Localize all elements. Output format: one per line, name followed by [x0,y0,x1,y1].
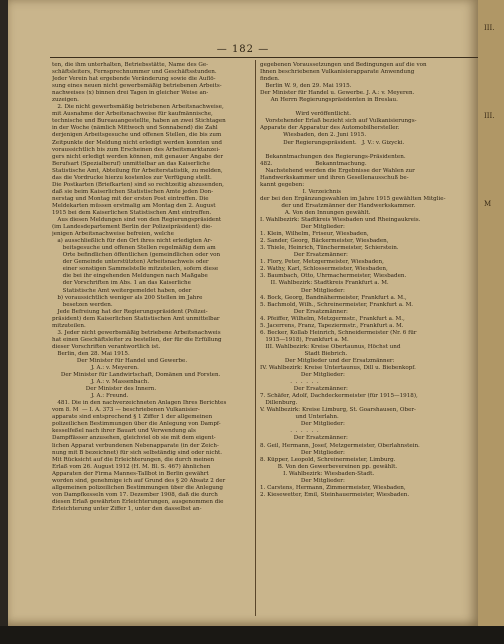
text-line: Berlin, den 28. Mai 1915. [52,350,130,357]
page-sheet [8,0,478,626]
text-line: Ihnen beschriebenen Vulkanisierapparate Anwendung [260,69,415,76]
page-number: — 182 — [216,44,270,55]
text-line: 481. Die in den nachverzeichneten Anlagen Ihres Berichtes [52,400,227,407]
header-rule [50,57,480,58]
text-line: Mit Rücksicht auf die Erleichterungen, die durch meinen [52,456,215,463]
text-line: 8. Geil, Hermann, Josef, Metzgermeister, Oberlahnstein. [260,442,420,449]
text-line: Meldekarten müssen erstmalig am Montag den 2. August [52,202,216,209]
text-line: die bei ihr eingehenden Meldungen nach Maßgabe [52,273,208,280]
text-line: Der Minister für Handel u. Gewerbe. J. A.: v. Meyeren. [260,90,415,97]
text-line: beitsgesuche und offenen Stellen regelmäßig dem am [52,245,216,252]
text-line: . . . . . . [260,428,319,435]
text-line: 1915—1918), Frankfurt a. M. [260,336,349,343]
text-line: kesselfeßel nach ihrer Bauart und Verwendung als [52,428,196,435]
text-line: J. A.: v. Massenbach. [52,379,150,386]
text-line: III. Wahlbezirk: Kreise Obertaunus, Höchst und [260,343,401,350]
text-line: Der Mitglieder: [260,224,345,231]
text-line: a) ausschließlich für den Ort ihres nicht erledigten Ar- [52,238,213,245]
text-line: Jede Befreiung hat der Regierungspräsident (Polizei- [52,308,208,315]
text-line: ten, die ihm unterhalten, Betriebsstätte, Name des Ge- [52,62,209,68]
text-line: Dampffässer anzusehen, gleichviel ob sie mit dem eigent- [52,435,216,442]
text-line: der Vorschriften im Abs. 1 an das Kaiserliche [52,280,191,287]
text-line: Dillenburg. [260,400,298,407]
text-line: 7. Schäfer, Adolf, Dachdeckermeister (für 1915—1918), [260,393,418,400]
text-line: das die Vordrucke hierzu kostenlos zur Verfügung stellt. [52,174,212,181]
text-line: voraussichtlich bis zum Erscheinen des Arbeitsmarktanzei- [52,146,221,153]
text-line: derjenigen Arbeitsgesuche und offenen Stellen, die bis zum [52,132,222,139]
text-line: Der Minister für Handel und Gewerbe. [52,357,188,364]
text-line: 1. Carstens, Hermann, Zimmermeister, Wiesbaden, [260,484,406,491]
text-line: nerstag und Montag mit der ersten Post eintreffen. Die [52,195,209,202]
text-line: jenigen Arbeitsnachweise befreien, welche [52,231,174,238]
text-line [260,147,474,154]
text-line: I. Verzeichnis [260,188,341,195]
text-line: nung mit B bezeichnet) für sich selbständig sind oder nicht. [52,449,223,456]
text-line: in der Woche (nämlich Mittwoch und Sonnabend) die Zahl [52,125,218,132]
text-line: Apparaten der Firma Mannes-Tallbot in Berlin gewährt [52,470,209,477]
text-line: 2. Wathy, Karl, Schlossermeister, Wiesbaden, [260,266,388,273]
text-line: Bekanntmachungen des Regierungs-Präsidenten. [260,153,406,160]
text-line: daß sie beim Kaiserlichen Statistischen Amte jeden Don- [52,188,214,195]
margin-mark: M [484,200,492,208]
text-line: hat einen Geschäftsleiter zu bestellen, der für die Erfüllung [52,336,222,343]
text-line: Nachstehend werden die Ergebnisse der Wahlen zur [260,167,415,174]
text-line: J. A.: v. Meyeren. [52,365,139,372]
text-line: I. Wahlbezirk: Wiesbaden-Stadt. [260,470,375,477]
text-line: Berufsart (Spezialberuf) unmittelbar an das Kaiserliche [52,160,210,167]
text-line: der Gemeinde unterstützten) Arbeitsnachweis oder [52,259,209,266]
text-line: Wiesbaden, den 2. Juni 1915. [260,132,367,139]
text-line: (im Landesdepartement Berlin der Polizeipräsident) die- [52,224,213,231]
text-line: worden sind, genehmige ich auf Grund des § 20 Absatz 2 der [52,477,226,484]
text-line: 5. Jacerrens, Franz, Tapeziermstr., Frankfurt a. M. [260,322,404,329]
text-line: 6. Becker, Kollab Heinrich, Schneidermeister (Nr. 6 für [260,329,417,336]
text-line: gegebenen Voraussetzungen und Bedingungen auf die von [260,62,427,68]
text-line: einer sonstigen Sammelstelle mitzuteilen, sofern diese [52,266,219,273]
text-line: Zeitpunkte der Meldung nicht erledigt werden konnten und [52,139,223,146]
text-line: finden. [260,76,280,83]
text-line: Berlin W. 9, den 29. Mai 1915. [260,83,352,90]
text-line: 8. Küpper, Leopold, Schreinermeister, Limburg. [260,456,396,463]
text-line: Handwerkskammer und ihren Gesellenausschuß be- [260,174,409,181]
text-line: mitzuteilen. [52,322,86,329]
text-line: sung eines neuen nicht gewerbsmäßig betriebenen Arbeits- [52,83,222,90]
text-line: Erleichterung unter Ziffer 1, unter den dasselbst an- [52,505,202,512]
text-line: mit Ausnahme der Arbeitsnachweise für kaufmännische, [52,111,213,118]
text-line: 5. Bachmold, Wilh., Schreinermeister, Frankfurt a. M. [260,301,414,308]
text-line: II. Wahlbezirk: Stadtkreis Frankfurt a. M. [260,280,389,287]
text-line: 2. Kiesewetter, Emil, Steinhauermeister, Wiesbaden. [260,491,410,498]
text-line: 482. Bekanntmachung. [260,160,367,167]
text-line: 3. Thiele, Heinrich, Tünchermeister, Schierstein. [260,245,399,252]
text-line: Wird veröffentlicht. [260,111,352,118]
right-column [260,62,474,499]
text-line: technische und Bureauangestellte, haben an zwei Stichtagen [52,118,226,125]
text-line: 2. Sander, Georg, Bäckermeister, Wiesbaden, [260,238,389,245]
margin-mark: III. [484,112,495,120]
text-line: Statistische Amt, Abteilung für Arbeiterstatistik, zu melden, [52,167,223,174]
text-line: 3. Baumbach, Otto, Uhrmachermeister, Wiesbaden. [260,273,407,280]
text-line: diesen Erlaß gewährten Erleichterungen, ausgenommen die [52,498,224,505]
text-line: V. Wahlbezirk: Kreise Limburg, St. Goarshausen, Ober- [260,407,416,414]
text-line: Jeder Verein hat ergebende Veränderung sowie die Auflö- [52,76,216,83]
text-line: Der Ersatzmänner: [260,252,348,259]
text-line: nachweises (x) binnen drei Tagen in gleicher Weise an- [52,90,209,97]
text-line: Erlaß vom 26. August 1912 (H. M. Bl. S. 467) ähnlichen [52,463,211,470]
text-line: gers nicht erledigt werden können, mit genauer Angabe der [52,153,224,160]
text-line: Die Postkarten (Briefkarten) sind so rechtzeitig abzusenden, [52,181,224,188]
text-line: und Unterlahn. [260,414,339,421]
text-line: Der Mitglieder und der Ersatzmänner: [260,357,395,364]
text-line: Der Mitglieder: [260,449,345,456]
left-column [52,62,252,513]
text-line: polizeilichen Bestimmungen über die Anlegung von Dampf- [52,421,221,428]
text-line: Der Minister für Landwirtschaft, Domänen und Forsten. [52,372,221,379]
text-line: vom 8. M — I. A. 373 — beschriebenen Vulkanisier- [52,407,200,414]
column-divider [255,60,256,616]
margin-mark: III. [484,24,495,32]
text-line: 3. Jeder nicht gewerbsmäßig betriebene Arbeitsnachweis [52,329,221,336]
text-line: allgemeinen polizeilichen Bestimmungen über die Anlegung [52,484,224,491]
text-line: Der Mitglieder: [260,477,345,484]
text-line: Der Mitglieder: [260,287,345,294]
text-line: Der Mitglieder: [260,421,345,428]
text-line: Der Ersatzmänner: [260,435,348,442]
text-line: An Herrn Regierungspräsidenten in Breslau. [260,97,398,104]
scan-border [0,626,504,644]
facing-page-edge [478,0,504,644]
text-line: 4. Bock, Georg, Bandnähermeister, Frankfurt a. M., [260,294,407,301]
text-line: Vorstehender Erlaß bezieht sich auf Vulkanisierungs- [260,118,417,125]
text-line: von Dampfkesseln vom 17. Dezember 1908, daß die durch [52,491,218,498]
text-line: J. A.: Freund. [52,393,129,400]
text-line: 1915 bei dem Kaiserlichen Statistischen Amt eintreffen. [52,209,212,216]
text-line: A. Von den Innungen gewählt. [260,209,371,216]
text-line: 1. Flory, Peter, Metzgermeister, Wiesbaden, [260,259,384,266]
text-line [260,104,474,111]
text-line: Stadt Biebrich. [260,350,348,357]
text-line: kannt gegeben: [260,181,305,188]
text-line: Der Ersatzmänner: [260,308,348,315]
text-line: Orte befindlichen öffentlichen (gemeindlichen oder von [52,252,221,259]
text-line: apparate sind entsprechend § 1 Ziffer 1 der allgemeinen [52,414,213,421]
text-line: 4. Pfeiffer, Wilhelm, Metzgermstr., Frankfurt a. M., [260,315,405,322]
text-line: I. Wahlbezirk: Stadtkreis Wiesbaden und Rheingaukreis. [260,217,421,224]
text-line: schäftsleiters, Fernsprechnummer und Geschäftsstunden. [52,69,217,76]
text-line: IV. Wahlbezirk: Kreise Untertaunus, Dill u. Biebenkopf. [260,365,416,372]
text-line: besetzen werden. [52,301,113,308]
text-line: dieser Vorschriften verantwortlich ist. [52,343,161,350]
text-line: Der Regierungspräsident. J. V.: v. Gizycki. [260,139,405,146]
text-line: zuzeigen. [52,97,79,104]
text-line: lichen Apparat verbundenen Nebenapparate (in der Zeich- [52,442,219,449]
text-line: b) voraussichtlich weniger als 200 Stellen im Jahre [52,294,203,301]
text-line: 1. Klein, Wilhelm, Friseur, Wiesbaden, [260,231,369,238]
text-line: Apparate der Apparatur des Automobilhersteller. [260,125,400,132]
text-line: der und Ersatzmänner der Handwerkskammer. [260,202,416,209]
text-line: . . . . . . [260,379,319,386]
text-line: B. Von den Gewerbevereinen pp. gewählt. [260,463,398,470]
text-line: der bei den Ergänzungswahlen im Jahre 1915 gewählten Mitglie- [260,195,446,202]
text-line: Statistische Amt weitergemeldet haben, oder [52,287,192,294]
text-line: Aus diesen Meldungen sind von den Regierungspräsident [52,217,222,224]
text-line: präsident) dem Kaiserlichen Statistischen Amt unmittelbar [52,315,220,322]
text-line: Der Minister des Innern. [52,386,157,393]
text-line: Der Ersatzmänner: [260,386,348,393]
text-line: 2. Die nicht gewerbsmäßig betriebenen Arbeitsnachweise, [52,104,224,111]
text-line: Der Mitglieder: [260,372,345,379]
